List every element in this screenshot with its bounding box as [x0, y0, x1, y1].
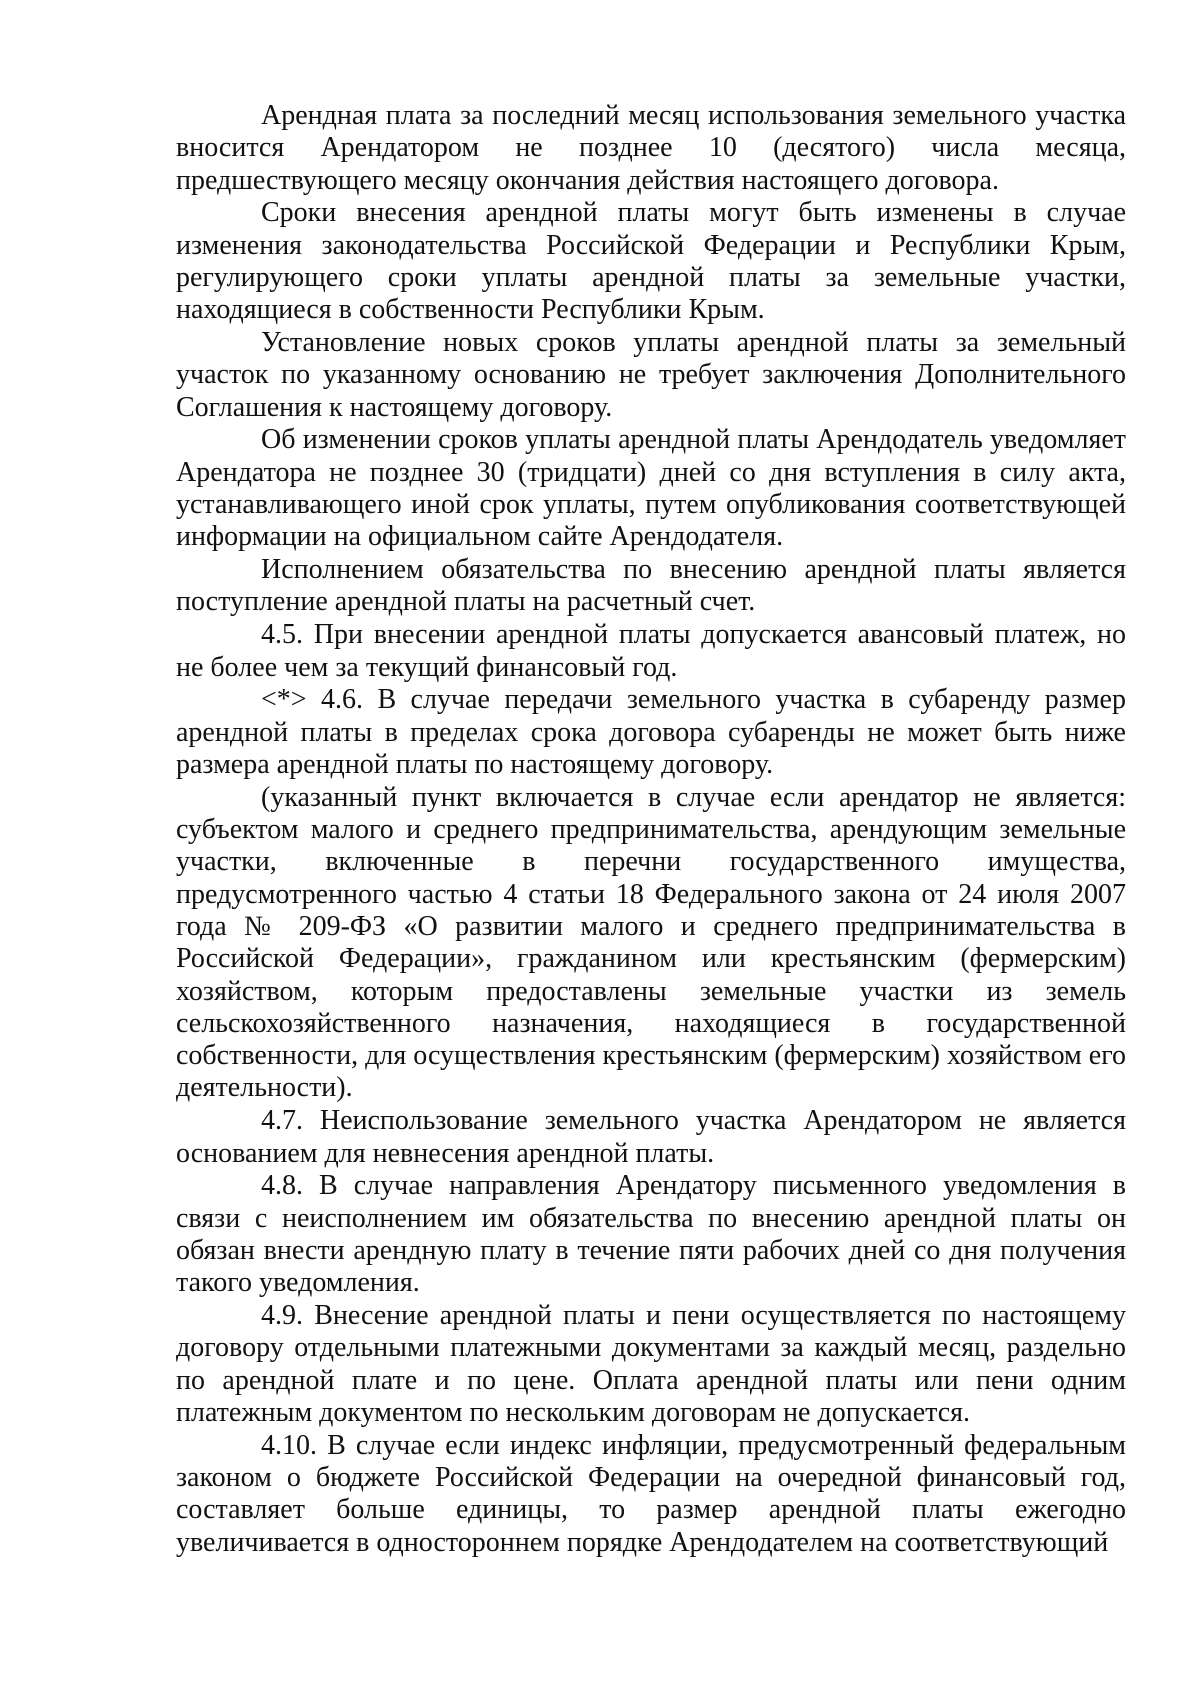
paragraph-new-terms-no-agreement: Установление новых сроков уплаты арендной платы за земельный участок по указанному основанию не требует заключения Дополнительного Соглашения к настоящему договору. — [176, 327, 1126, 423]
paragraph-clause-4-6-note: (указанный пункт включается в случае если арендатор не является: субъектом малого и среднего предпринимательства, арендующим земельные участки, включенные в перечни государственного имущества, предусмотренного частью 4 статьи 18 Федерального закона от 24 июля 2007 года № 209-ФЗ «О развитии малого и среднего предпринимательства в Российской Федерации», гражданином или крестьянским (фермерским) хозяйством, которым предоставлены земельные участки из земель сельскохозяйственного назначения, находящиеся в государственной собственности, для осуществления крестьянским (фермерским) хозяйством его деятельности). — [176, 781, 1126, 1104]
paragraph-clause-4-7: 4.7. Неиспользование земельного участка Арендатором не является основанием для невнесения арендной платы. — [176, 1105, 1126, 1169]
paragraph-clause-4-10: 4.10. В случае если индекс инфляции, предусмотренный федеральным законом о бюджете Российской Федерации на очередной финансовый год, составляет больше единицы, то размер арендной платы ежегодно увеличивается в одностороннем порядке Арендодателем на соответствующий — [176, 1429, 1126, 1558]
paragraph-last-month-payment: Арендная плата за последний месяц использования земельного участка вносится Арендатором не позднее 10 (десятого) числа месяца, предшествующего месяцу окончания действия настоящего договора. — [176, 100, 1126, 196]
paragraph-clause-4-8: 4.8. В случае направления Арендатору письменного уведомления в связи с неисполнением им обязательства по внесению арендной платы он обязан внести арендную плату в течение пяти рабочих дней со дня получения такого уведомления. — [176, 1170, 1126, 1299]
document-page — [176, 100, 1126, 1559]
paragraph-clause-4-6: <*> 4.6. В случае передачи земельного участка в субаренду размер арендной платы в пределах срока договора субаренды не может быть ниже размера арендной платы по настоящему договору. — [176, 684, 1126, 780]
paragraph-payment-terms-change: Сроки внесения арендной платы могут быть изменены в случае изменения законодательства Российской Федерации и Республики Крым, регулирующего сроки уплаты арендной платы за земельные участки, находящиеся в собственности Республики Крым. — [176, 197, 1126, 326]
paragraph-clause-4-5: 4.5. При внесении арендной платы допускается авансовый платеж, но не более чем за текущий финансовый год. — [176, 619, 1126, 683]
paragraph-obligation-fulfillment: Исполнением обязательства по внесению арендной платы является поступление арендной платы на расчетный счет. — [176, 554, 1126, 618]
paragraph-clause-4-9: 4.9. Внесение арендной платы и пени осуществляется по настоящему договору отдельными платежными документами за каждый месяц, раздельно по арендной плате и по цене. Оплата арендной платы или пени одним платежным документом по нескольким договорам не допускается. — [176, 1299, 1126, 1428]
paragraph-notification-of-change: Об изменении сроков уплаты арендной платы Арендодатель уведомляет Арендатора не позднее 30 (тридцати) дней со дня вступления в силу акта, устанавливающего иной срок уплаты, путем опубликования соответствующей информации на официальном сайте Арендодателя. — [176, 424, 1126, 553]
